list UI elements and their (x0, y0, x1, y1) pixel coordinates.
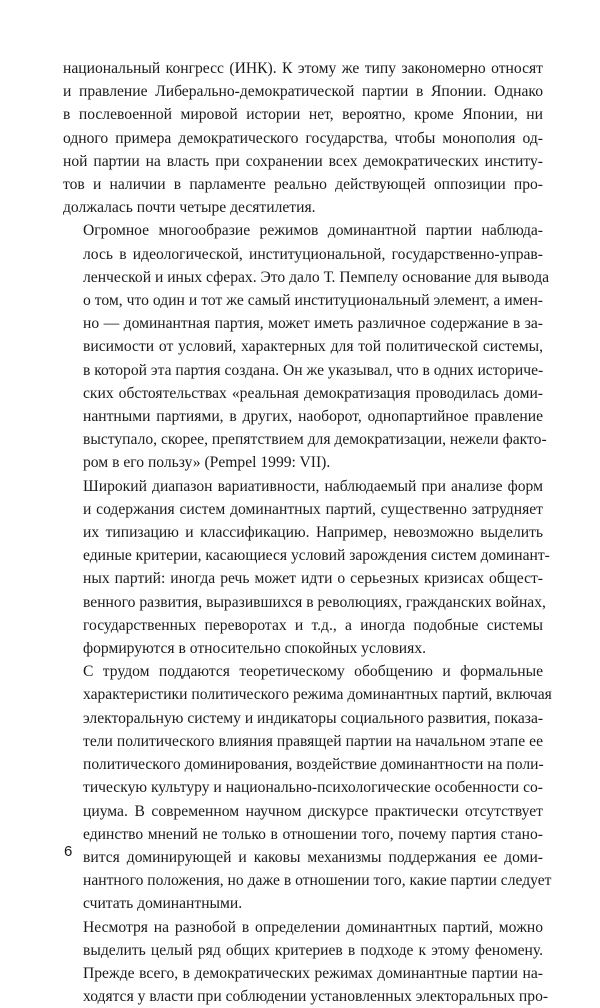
text-line: тели политического влияния правящей партии на начальном этапе ее (83, 732, 543, 750)
text-line: ходятся у власти при соблюдении установленных электоральных про- (83, 988, 549, 1006)
text-line: выделить целый ряд общих критериев в подходе к этому феномену. (83, 941, 543, 959)
text-line: Несмотря на разнобой в определении доминантных партий, можно (83, 918, 543, 936)
text-line: висимости от условий, характерных для той политической системы, (83, 338, 543, 356)
text-line: ной партии на власть при сохранении всех демократических институ- (63, 152, 543, 170)
text-line: нантного положения, но даже в отношении того, какие партии следует (83, 872, 552, 890)
text-line: о том, что один и тот же самый институциональный элемент, а имен- (83, 292, 543, 310)
text-line: ных партий: иногда речь может идти о серьезных кризисах общест- (83, 570, 543, 588)
text-line: венного развития, выразившихся в революциях, гражданских войнах, (83, 593, 546, 611)
text-line: и правление Либерально-демократической партии в Японии. Однако (63, 83, 543, 101)
paragraph (63, 57, 543, 219)
text-line: формируются в относительно спокойных условиях. (83, 640, 427, 658)
paragraph (63, 475, 550, 661)
text-line: выступало, скорее, препятствием для демократизации, нежели факто- (83, 431, 547, 449)
text-line: ром в его пользу» (Pempel 1999: VII). (83, 454, 331, 472)
text-line: в которой эта партия создана. Он же указывал, что в одних историче- (83, 361, 544, 379)
text-line: ленческой и иных сферах. Это дало Т. Пемпелу основание для вывода (83, 268, 550, 286)
paragraph (63, 219, 550, 474)
text-line: их типизацию и классификацию. Например, невозможно выделить (83, 524, 543, 542)
text-line: С трудом поддаются теоретическому обобщению и формальные (83, 663, 543, 681)
text-line: одного примера демократического государства, чтобы монополия од- (63, 129, 543, 147)
text-line: единые критерии, касающиеся условий зарождения систем доминант- (83, 547, 550, 565)
text-line: должалась почти четыре десятилетия. (63, 199, 316, 217)
text-line: но — доминантная партия, может иметь различное содержание в за- (83, 315, 543, 333)
page-body (63, 57, 552, 1008)
text-line: считать доминантными. (83, 895, 243, 913)
text-line: ских обстоятельствах «реальная демократизация проводилась доми- (83, 384, 543, 402)
paragraph (63, 916, 549, 1008)
text-line: государственных переворотах и т.д., а иногда подобные системы (83, 616, 543, 634)
text-line: электоральную систему и индикаторы социального развития, показа- (83, 709, 544, 727)
text-line: вится доминирующей и каковы механизмы поддержания ее доми- (83, 848, 543, 866)
text-line: единство мнений не только в отношении того, почему партия стано- (83, 825, 543, 843)
text-line: Прежде всего, в демократических режимах доминантные партии на- (83, 964, 543, 982)
text-line: в послевоенной мировой истории нет, вероятно, кроме Японии, ни (63, 106, 543, 124)
text-line: тов и наличии в парламенте реально действующей оппозиции про- (63, 176, 543, 194)
text-line: тическую культуру и национально-психологические особенности со- (83, 779, 543, 797)
text-line: нантными партиями, в других, наоборот, однопартийное правление (83, 408, 543, 426)
text-line: циума. В современном научном дискурсе практически отсутствует (83, 802, 543, 820)
text-line: национальный конгресс (ИНК). К этому же типу закономерно относят (63, 60, 543, 77)
text-line: Огромное многообразие режимов доминантной партии наблюда- (83, 222, 543, 240)
text-line: характеристики политического режима доминантных партий, включая (83, 686, 552, 704)
text-line: и содержания систем доминантных партий, существенно затрудняет (83, 500, 543, 518)
paragraph (63, 660, 552, 915)
page-number: 6 (64, 843, 73, 860)
text-line: политического доминирования, воздействие доминантности на поли- (83, 756, 544, 774)
text-line: Широкий диапазон вариативности, наблюдаемый при анализе форм (83, 477, 543, 495)
text-line: лось в идеологической, институциональной, государственно-управ- (83, 245, 543, 263)
